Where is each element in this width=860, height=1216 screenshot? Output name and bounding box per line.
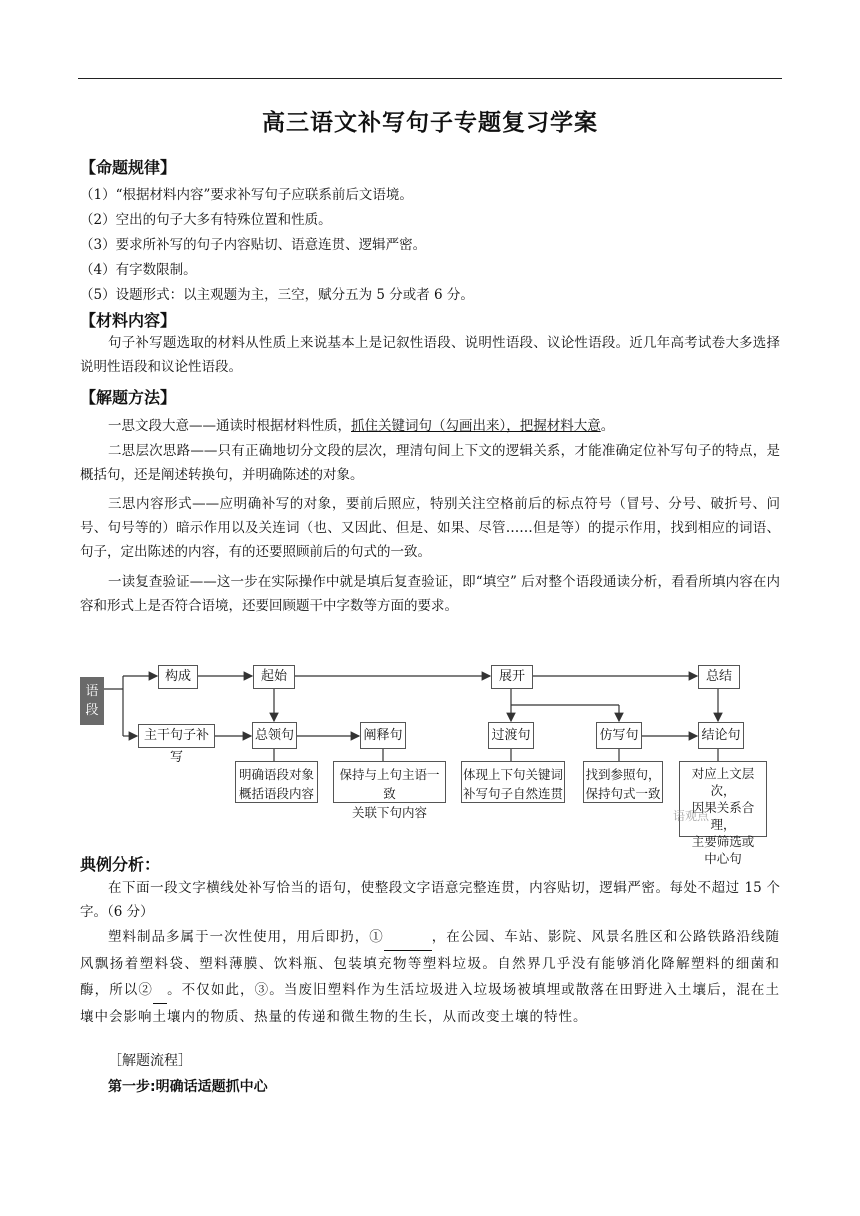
blank-1 <box>384 924 432 951</box>
desc-explain <box>333 761 446 820</box>
rules-item: （2）空出的句子大多有特殊位置和性质。 <box>80 212 332 228</box>
node-main-sentence: 主干句子补写 <box>138 724 215 748</box>
desc-line: 保持句式一致 <box>585 786 661 801</box>
example-heading: 典例分析： <box>80 855 161 874</box>
rules-item: （5）设题形式：以主观题为主，三空，赋分五为 5 分或者 6 分。 <box>80 287 474 303</box>
process-label: ［解题流程］ <box>108 1053 192 1069</box>
header-rule <box>78 78 782 79</box>
node-develop: 展开 <box>491 665 533 689</box>
material-heading: 【材料内容】 <box>80 311 177 330</box>
method-p1-tail: 。 <box>600 418 615 434</box>
node-conclusion-sentence: 结论句 <box>698 722 744 749</box>
method-heading: 【解题方法】 <box>80 388 177 407</box>
diagram-root: 语段 <box>80 677 104 725</box>
desc-conclusion <box>679 761 767 866</box>
watermark-logo: 语观点 <box>673 809 710 823</box>
node-composition: 构成 <box>158 665 198 689</box>
method-p1-lead: 一思文段大意——通读时根据材料性质， <box>108 418 351 434</box>
node-start: 起始 <box>253 665 295 689</box>
node-general-sentence: 总领句 <box>252 722 297 749</box>
page-title: 高三语文补写句子专题复习学案 <box>262 110 598 136</box>
node-explain-sentence: 阐释句 <box>360 722 406 749</box>
rules-item: （1）“根据材料内容”要求补写句子应联系前后文语境。 <box>80 187 413 203</box>
blank-2 <box>153 977 167 1004</box>
method-p1-underlined: 抓住关键词句（勾画出来），把握材料大意 <box>351 418 601 434</box>
example-instruction: 在下面一段文字横线处补写恰当的语句，使整段文字语意完整连贯，内容贴切，逻辑严密。每处不超过 15 个字。（6 分） <box>80 880 780 920</box>
rules-item: （4）有字数限制。 <box>80 262 197 278</box>
desc-line: 中心句 <box>704 851 742 866</box>
method-p3: 三思内容形式——应明确补写的对象，要前后照应，特别关注空格前后的标点符号（冒号、分号、破折号、问号、句号等的）暗示作用以及关连词（也、又因此、但是、如果、尽管……但是等）的提示作用，找到相应的词语、句子，定出陈述的内容，有的还要照顾前后的句式的一致。 <box>80 496 780 560</box>
desc-line: 关联下句内容 <box>351 805 427 820</box>
desc-line: 保持与上句主语一致 <box>339 767 440 801</box>
method-p4: 一读复查验证——这一步在实际操作中就是填后复查验证，即“填空” 后对整个语段通读分析，看看所填内容在内容和形式上是否符合语境，还要回顾题干中字数等方面的要求。 <box>80 574 780 614</box>
material-text: 句子补写题选取的材料从性质上来说基本上是记叙性语段、说明性语段、议论性语段。近几年高考试卷大多选择说明性语段和议论性语段。 <box>80 335 780 375</box>
step-one: 第一步:明确话适题抓中心 <box>108 1079 268 1095</box>
desc-line: 因果关系合理， <box>691 800 755 832</box>
desc-line: 体现上下句关键词 <box>462 767 563 782</box>
desc-line: 对应上文层次， <box>691 766 755 798</box>
node-summary: 总结 <box>698 665 740 689</box>
node-transition-sentence: 过渡句 <box>488 722 534 749</box>
desc-line: 找到参照句， <box>585 767 661 782</box>
node-imitation-sentence: 仿写句 <box>596 722 642 749</box>
desc-line: 明确语段对象 <box>238 767 314 782</box>
rules-item: （3）要求所补写的句子内容贴切、语意连贯、逻辑严密。 <box>80 237 427 253</box>
desc-general <box>235 761 318 803</box>
desc-line: 主要筛选或 <box>691 834 755 849</box>
passage-part-1: 塑料制品多属于一次性使用，用后即扔，① <box>108 929 384 945</box>
desc-line: 补写句子自然连贯 <box>462 786 563 801</box>
desc-line: 概括语段内容 <box>238 786 314 801</box>
example-passage <box>80 924 780 1030</box>
method-p2: 二思层次思路——只有正确地切分文段的层次，理清句间上下文的逻辑关系，才能准确定位补写句子的特点，是概括句，还是阐述转换句，并明确陈述的对象。 <box>80 443 780 483</box>
passage-part-2: ，在公园、车站、影院、风景名胜区和公路铁路沿线随风飘扬着塑料袋、塑料薄膜、饮料瓶、包装填充物等塑料垃圾。自然界几乎没有能够消化降解塑料的细菌和酶，所以② <box>80 929 781 998</box>
passage-part-3: 。不仅如此，③。当废旧塑料作为生活垃圾进入垃圾场被填埋或散落在田野进入土壤后，混在土壤中会影响土壤内的物质、热量的传递和微生物的生长，从而改变土壤的特性。 <box>80 982 781 1025</box>
desc-transition <box>461 761 565 803</box>
desc-imitation <box>583 761 663 803</box>
method-p1 <box>80 414 780 438</box>
rules-heading: 【命题规律】 <box>80 158 177 177</box>
